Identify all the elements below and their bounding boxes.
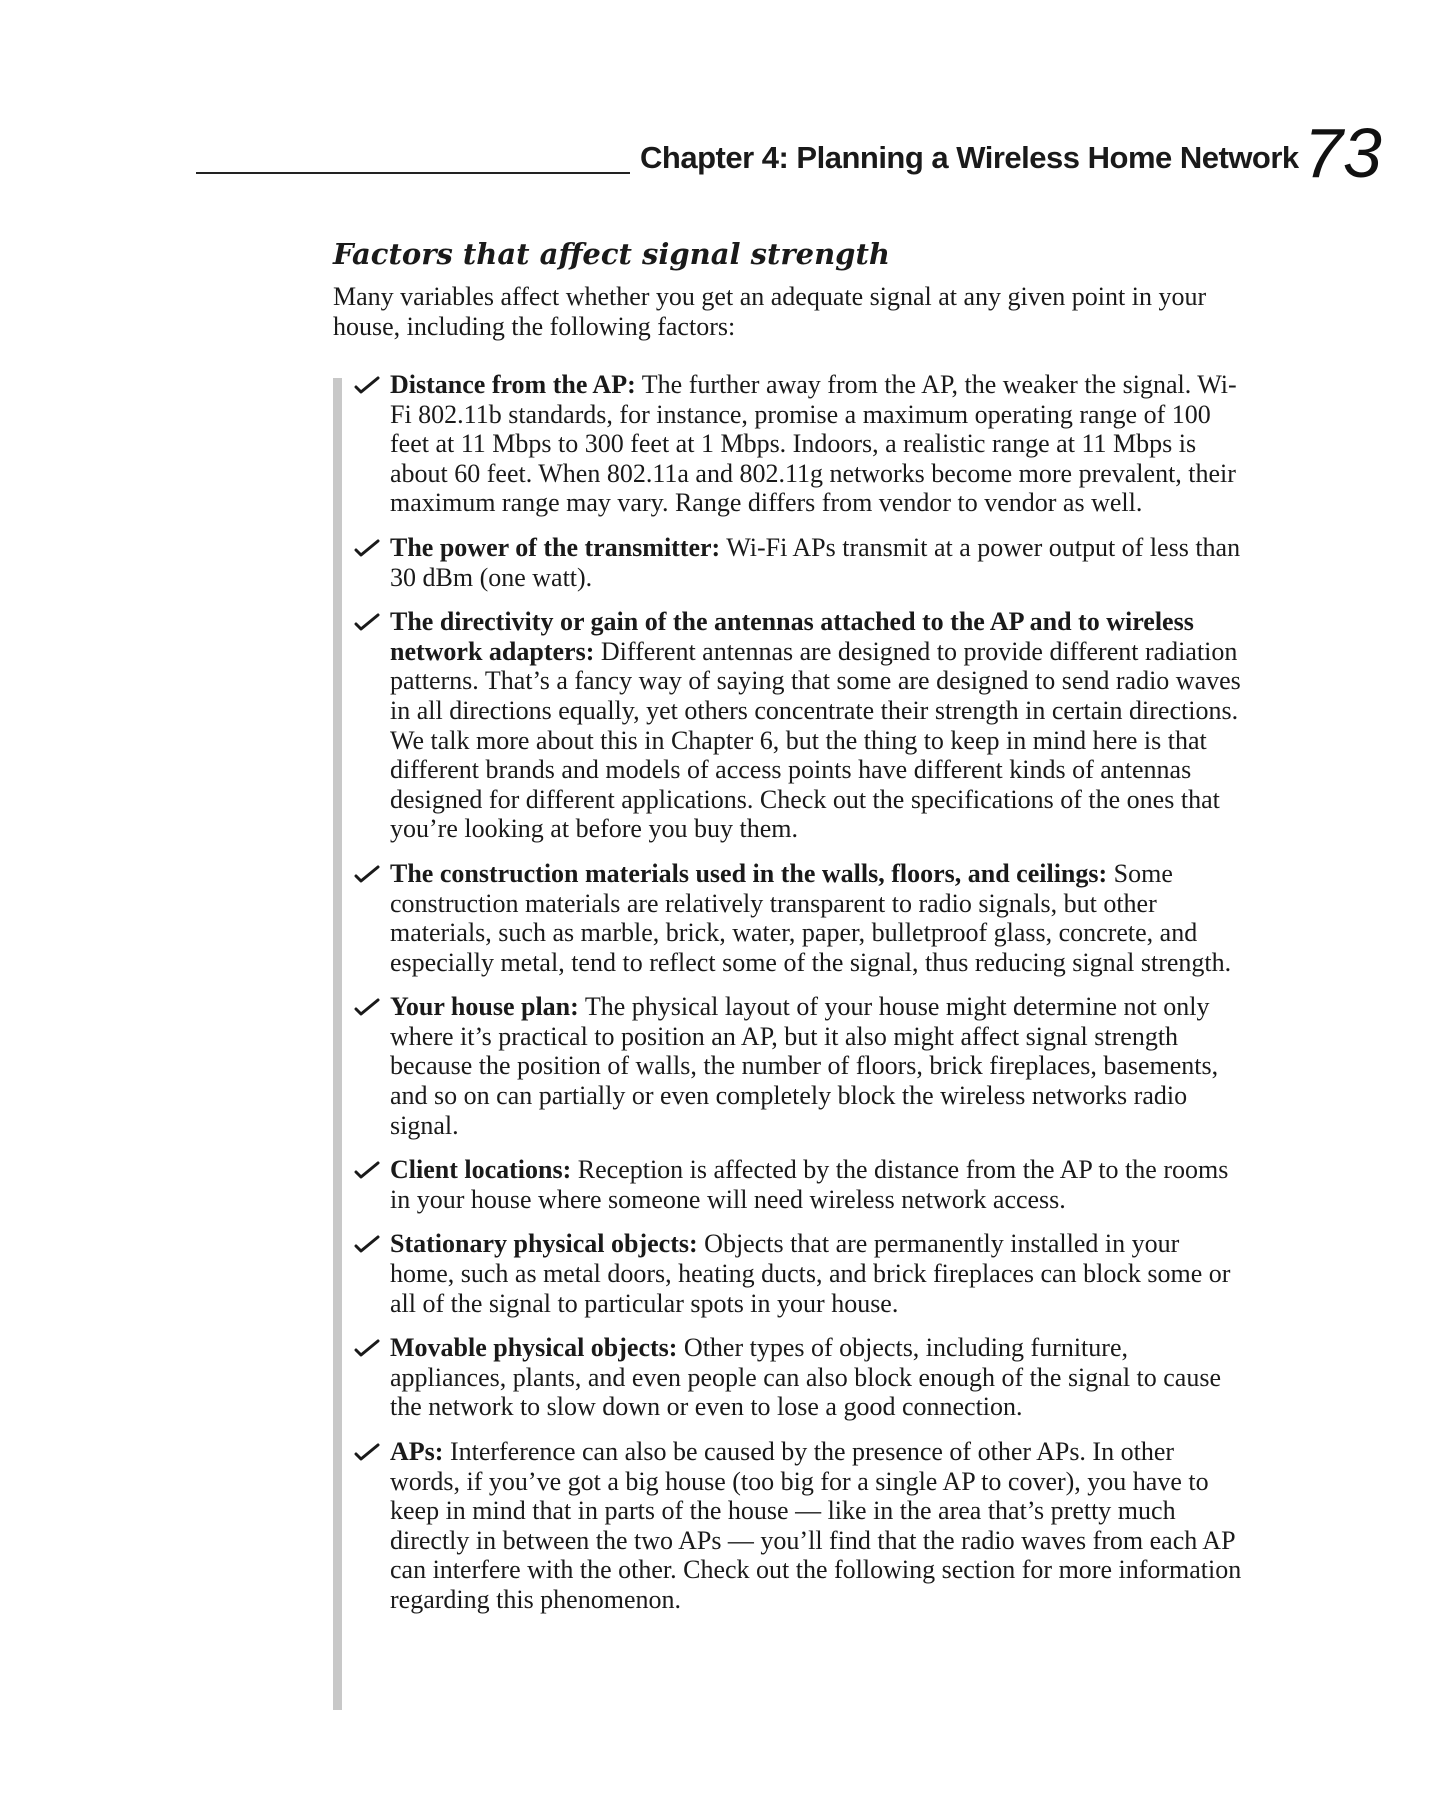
check-icon	[354, 864, 380, 884]
check-icon	[354, 1234, 380, 1254]
list-item	[354, 370, 1249, 518]
header-rule	[196, 172, 630, 174]
list-item	[354, 1437, 1249, 1615]
section-title: Factors that affect signal strength	[333, 237, 890, 271]
intro-paragraph: Many variables affect whether you get an adequate signal at any given point in your house, including the following factors:	[333, 282, 1207, 341]
list-item	[354, 607, 1249, 844]
list-sidebar-bar	[333, 378, 342, 1710]
list-item-term: The power of the transmitter:	[390, 532, 721, 562]
list-item-body	[390, 370, 1237, 517]
list-item-text: Wi-Fi APs transmit at a power output of less than 30 dBm (one watt).	[390, 532, 1241, 592]
list-item-term: Movable physical objects:	[390, 1333, 678, 1363]
running-head: Chapter 4: Planning a Wireless Home Network	[640, 140, 1299, 175]
list-item-term: The construction materials used in the walls, floors, and ceilings:	[390, 858, 1108, 888]
list-item-text: Interference can also be caused by the presence of other APs. In other words, if you’ve got a big house (too big for a single AP to cover), you have to keep in mind that in parts of the house — like in the area that’s pretty much directly in between the two APs — you’ll find that the radio waves from each AP can interfere with the other. Check out the following section for more information regarding this phenomenon.	[390, 1437, 1242, 1614]
list-item-body	[390, 1155, 1228, 1214]
list-item-text: Objects that are permanently installed in your home, such as metal doors, heating ducts, and brick fireplaces can block some or all of the signal to particular spots in your house.	[390, 1229, 1231, 1318]
list-item-term: Client locations:	[390, 1155, 572, 1185]
list-item	[354, 1333, 1249, 1422]
check-icon	[354, 375, 380, 395]
list-item-text: Different antennas are designed to provide different radiation patterns. That’s a fancy way of saying that some are designed to send radio waves in all directions equally, yet others concentrate their strength in certain directions. We talk more about this in Chapter 6, but the thing to keep in mind here is that different brands and models of access points have different kinds of antennas designed for different applications. Check out the specifications of the ones that you’re looking at before you buy them.	[390, 636, 1241, 844]
check-icon	[354, 1160, 380, 1180]
list-item-body	[390, 1333, 1221, 1421]
list-item-text: Some construction materials are relatively transparent to radio signals, but other materials, such as marble, brick, water, paper, bulletproof glass, concrete, and especially metal, tend to reflect some of the signal, thus reducing signal strength.	[390, 858, 1232, 977]
list-item-term: The directivity or gain of the antennas attached to the AP and to wireless network adapters:	[390, 607, 1194, 666]
list-item-text: Other types of objects, including furniture, appliances, plants, and even people can also block enough of the signal to cause the network to slow down or even to lose a good connection.	[390, 1333, 1222, 1422]
check-icon	[354, 1442, 380, 1462]
factors-list	[354, 370, 1249, 1630]
list-item	[354, 859, 1249, 977]
list-item-term: Stationary physical objects:	[390, 1229, 698, 1259]
check-icon	[354, 538, 380, 558]
page-number: 73	[1304, 114, 1382, 192]
list-item-body	[390, 992, 1218, 1139]
check-icon	[354, 997, 380, 1017]
list-item	[354, 1229, 1249, 1318]
list-item-text: Reception is affected by the distance from the AP to the rooms in your house where someone will need wireless network access.	[390, 1155, 1229, 1214]
list-item	[354, 533, 1249, 592]
list-item-text: The physical layout of your house might determine not only where it’s practical to position an AP, but it also might affect signal strength because the position of walls, the number of floors, brick fireplaces, basements, and so on can partially or even completely block the wireless networks radio signal.	[390, 992, 1219, 1140]
check-icon	[354, 1338, 380, 1358]
list-item-body	[390, 607, 1241, 843]
list-item-term: Your house plan:	[390, 992, 579, 1022]
list-item-body	[390, 533, 1240, 592]
list-item-term: APs:	[390, 1437, 444, 1466]
list-item-text: The further away from the AP, the weaker the signal. Wi-Fi 802.11b standards, for instance, promise a maximum operating range of 100 feet at 11 Mbps to 300 feet at 1 Mbps. Indoors, a realistic range at 11 Mbps is about 60 feet. When 802.11a and 802.11g networks become more prevalent, their maximum range may vary. Range differs from vendor to vendor as well.	[390, 370, 1237, 518]
list-item-body	[390, 1229, 1230, 1317]
list-item	[354, 992, 1249, 1140]
list-item	[354, 1155, 1249, 1214]
list-item-body	[390, 859, 1231, 977]
list-item-term: Distance from the AP:	[390, 370, 636, 399]
check-icon	[354, 612, 380, 632]
list-item-body	[390, 1437, 1241, 1614]
